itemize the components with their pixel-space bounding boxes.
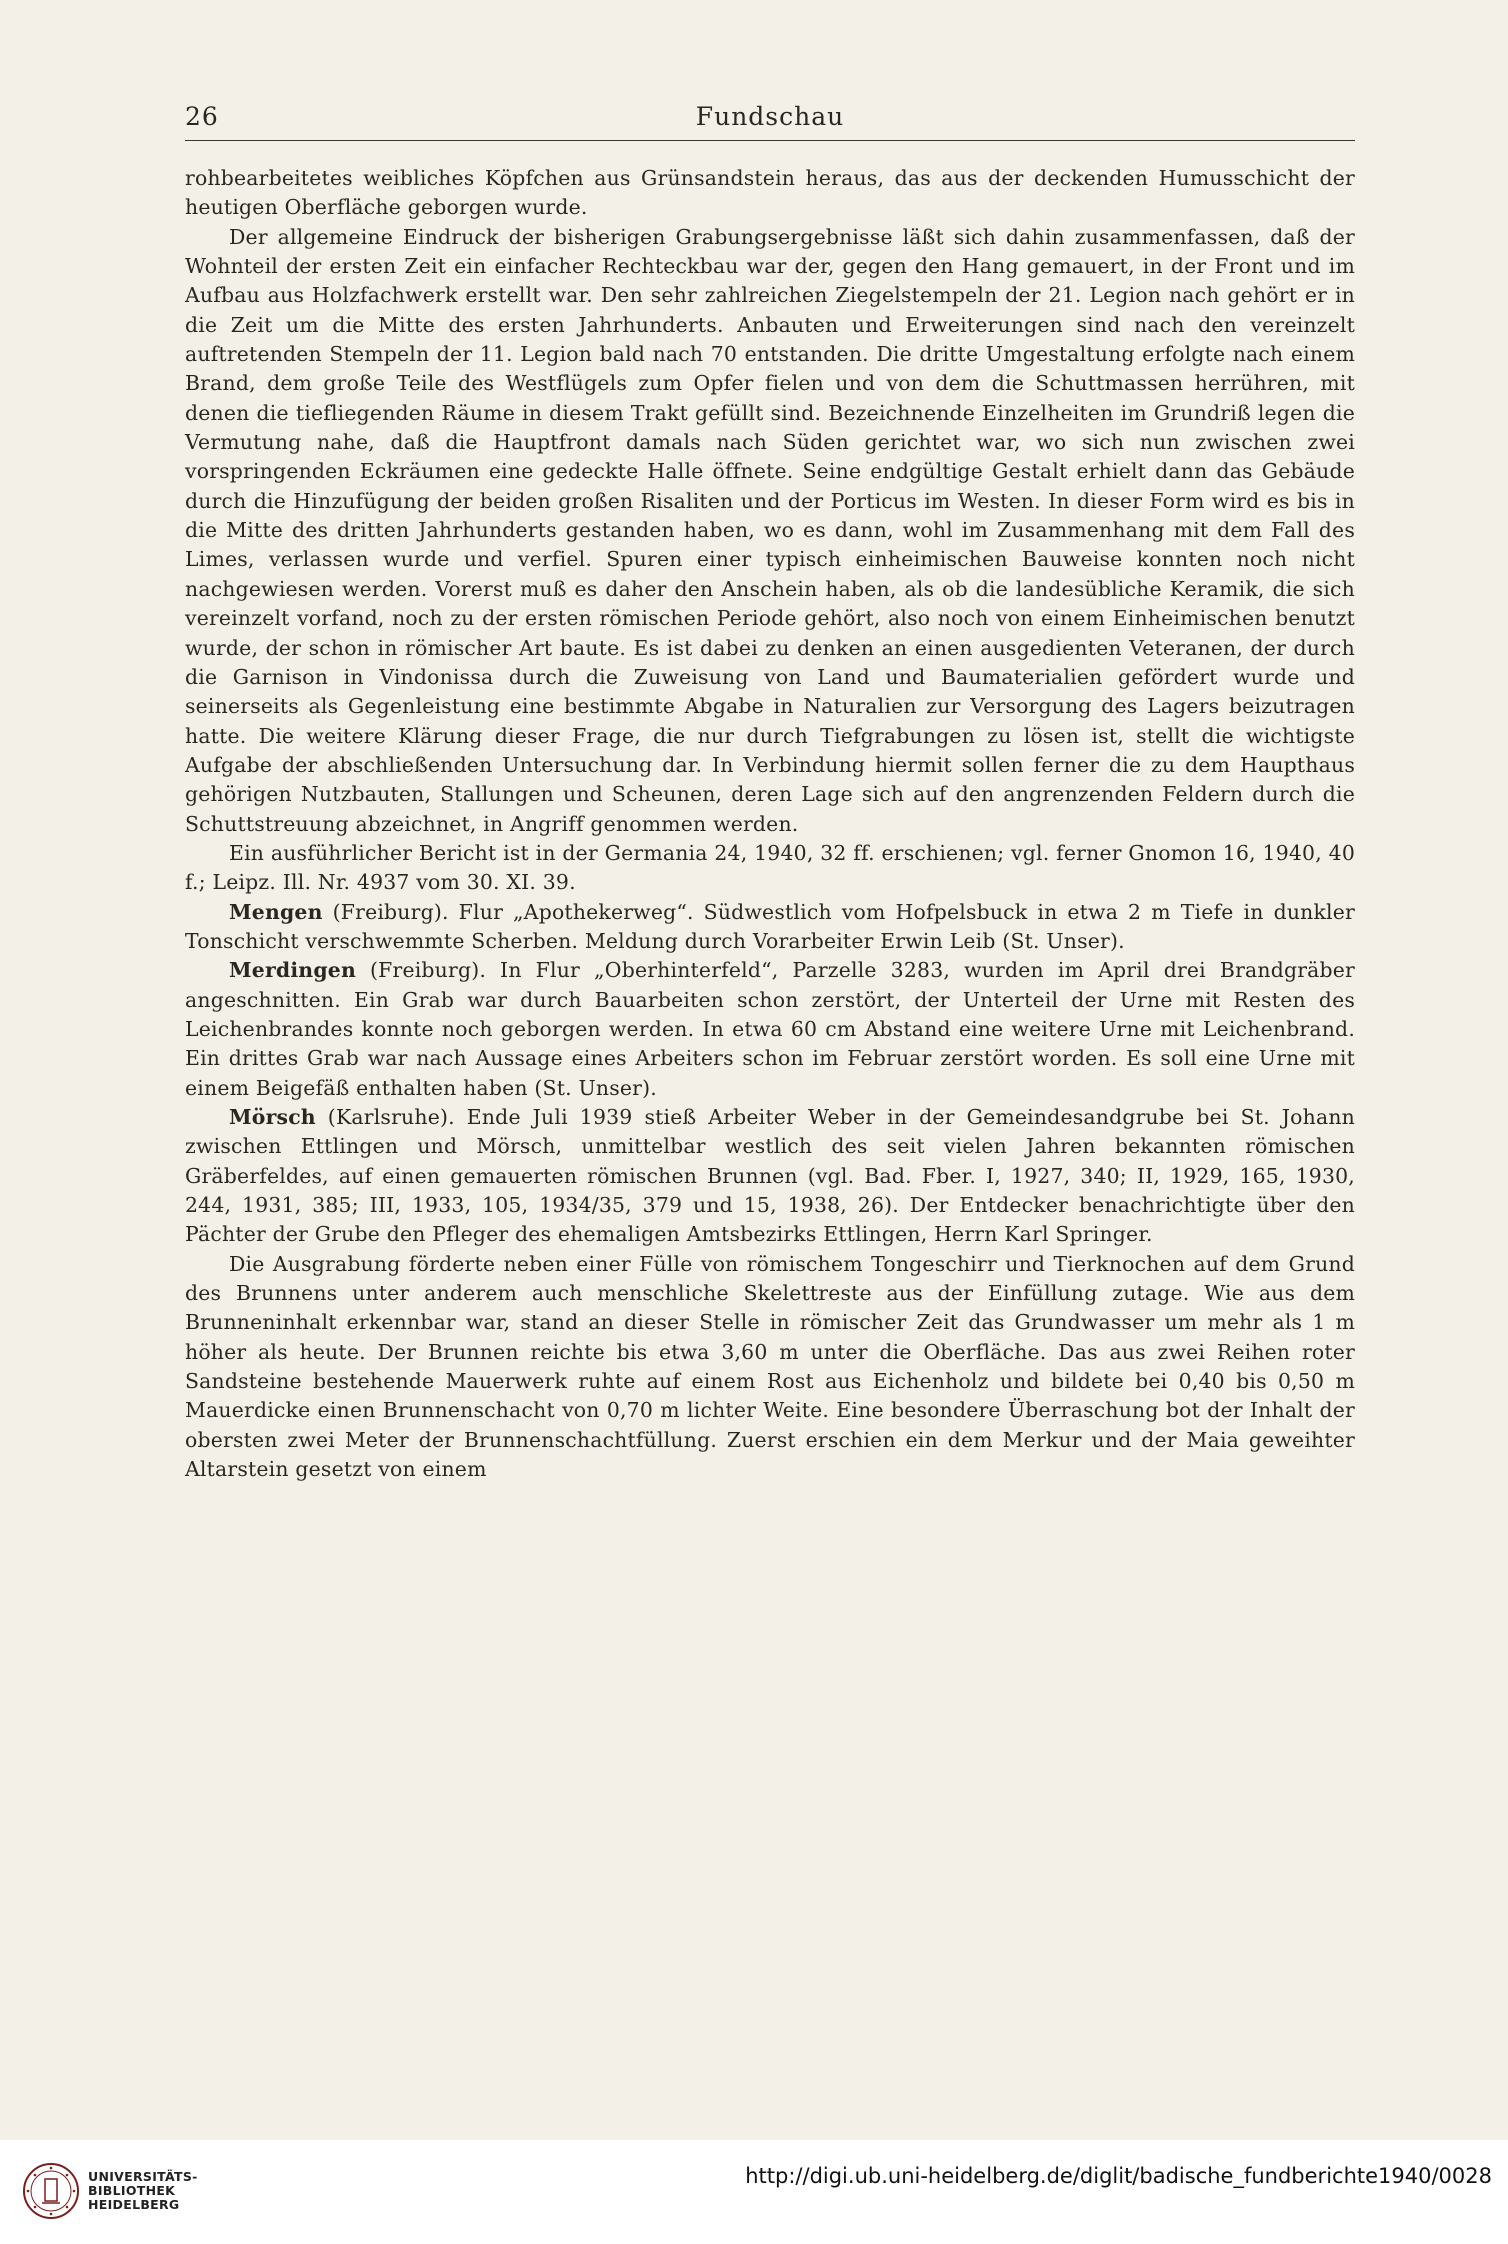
site-name: Mörsch [229, 1105, 316, 1129]
site-entry: Mengen (Freiburg). Flur „Apothekerweg“. Südwestlich vom Hofpelsbuck in etwa 2 m Tiefe in dunkler Tonschicht verschwemmte Scherben. Meldung durch Vorarbeiter Erwin Leib (St. Unser). [185, 899, 1355, 953]
paragraph: Der allgemeine Eindruck der bisherigen Grabungsergebnisse läßt sich dahin zusammenfassen, daß der Wohnteil der ersten Zeit ein einfacher Rechteckbau war der, gegen den Hang gemauert, in der Front und im Aufbau aus Holzfachwerk erstellt war. Den sehr zahlreichen Ziegelstempeln der 21. Legion nach gehört er in die Zeit um die Mitte des ersten Jahrhunderts. Anbauten und Erweiterungen sind nach den vereinzelt auftretenden Stempeln der 11. Legion bald nach 70 entstanden. Die dritte Umgestaltung erfolgte nach einem Brand, dem große Teile des Westflügels zum Opfer fielen und von dem die Schuttmassen herrühren, mit denen die tiefliegenden Räume in diesem Trakt gefüllt sind. Bezeichnende Einzelheiten im Grundriß legen die Vermutung nahe, daß die Hauptfront damals nach Süden gerichtet war, wo sich nun zwischen zwei vorspringenden Eckräumen eine gedeckte Halle öffnete. Seine endgültige Gestalt erhielt dann das Gebäude durch die Hinzufügung der beiden großen Risaliten und der Porticus im Westen. In dieser Form wird es bis in die Mitte des dritten Jahrhunderts gestanden haben, wo es dann, wohl im Zusammenhang mit dem Fall des Limes, verlassen wurde und verfiel. Spuren einer typisch einheimischen Bauweise konnten noch nicht nachgewiesen werden. Vorerst muß es daher den Anschein haben, als ob die landesübliche Keramik, die sich vereinzelt vorfand, noch zu der ersten römischen Periode gehört, also noch von einem Einheimischen benutzt wurde, der schon in römischer Art baute. Es ist dabei zu denken an einen ausgedienten Veteranen, der durch die Garnison in Vindonissa durch die Zuweisung von Land und Baumaterialien gefördert wurde und seinerseits als Gegenleistung eine bestimmte Abgabe in Naturalien zur Versorgung des Lagers beizutragen hatte. Die weitere Klärung dieser Frage, die nur durch Tiefgrabungen zu lösen ist, stellt die wichtigste Aufgabe der abschließenden Untersuchung dar. In Verbindung hiermit sollen ferner die zu dem Haupthaus gehörigen Nutzbauten, Stallungen und Scheunen, deren Lage sich auf den angrenzenden Feldern durch die Schuttstreuung abzeichnet, in Angriff genommen werden. [185, 224, 1355, 836]
site-entry: Mörsch (Karlsruhe). Ende Juli 1939 stieß Arbeiter Weber in der Gemeindesandgrube bei St. Johann zwischen Ettlingen und Mörsch, unmittelbar westlich des seit vielen Jahren bekannten römischen Gräberfeldes, auf einen gemauerten römischen Brunnen (vgl. Bad. Fber. I, 1927, 340; II, 1929, 165, 1930, 244, 1931, 385; III, 1933, 105, 1934/35, 379 und 15, 1938, 26). Der Entdecker benachrichtigte über den Pächter der Grube den Pfleger des ehemaligen Amtsbezirks Ettlingen, Herrn Karl Springer. [185, 1105, 1355, 1247]
paragraph: rohbearbeitetes weibliches Köpfchen aus Grünsandstein heraus, das aus der deckenden Humusschicht der heutigen Oberfläche geborgen wurde. [185, 166, 1355, 220]
site-name: Mengen [229, 899, 323, 924]
site-entry: Merdingen (Freiburg). In Flur „Oberhinterfeld“, Parzelle 3283, wurden im April drei Brandgräber angeschnitten. Ein Grab war durch Bauarbeiten schon zerstört, der Unterteil der Urne mit Resten des Leichenbrandes konnte noch geborgen werden. In etwa 60 cm Abstand eine weitere Urne mit Leichenbrand. Ein drittes Grab war nach Aussage eines Arbeiters schon im Februar zerstört worden. Es soll eine Urne mit einem Beigefäß enthalten haben (St. Unser). [185, 958, 1355, 1100]
page-number: 26 [185, 102, 219, 131]
site-name: Merdingen [229, 958, 356, 983]
library-name: UNIVERSITÄTS- BIBLIOTHEK HEIDELBERG [88, 2169, 198, 2212]
viewer-footer [0, 2140, 1508, 2244]
article-body [185, 164, 1355, 1484]
paragraph: Ein ausführlicher Bericht ist in der Germania 24, 1940, 32 ff. erschienen; vgl. ferner Gnomon 16, 1940, 40 f.; Leipz. Ill. Nr. 4937 vom 30. XI. 39. [185, 840, 1355, 895]
permalink-url[interactable]: http://digi.ub.uni-heidelberg.de/diglit/badische_fundberichte1940/0028 [745, 2164, 1492, 2188]
running-title: Fundschau [695, 102, 845, 131]
page-header [185, 96, 1355, 141]
paragraph: Die Ausgrabung förderte neben einer Fülle von römischem Tongeschirr und Tierknochen auf dem Grund des Brunnens unter anderem auch menschliche Skelettreste aus der Einfüllung zutage. Wie aus dem Brunneninhalt erkennbar war, stand an dieser Stelle in römischer Zeit das Grundwasser um mehr als 1 m höher als heute. Der Brunnen reichte bis etwa 3,60 m unter die Oberfläche. Das aus zwei Reihen roter Sandsteine bestehende Mauerwerk ruhte auf einem Rost aus Eichenholz und bildete bei 0,40 bis 0,50 m Mauerdicke einen Brunnenschacht von 0,70 m lichter Weite. Eine besondere Überraschung bot der Inhalt der obersten zwei Meter der Brunnenschachtfüllung. Zuerst erschien ein dem Merkur und der Maia geweihter Altarstein gesetzt von einem [185, 1251, 1355, 1482]
university-library-seal-icon[interactable] [22, 2162, 80, 2220]
